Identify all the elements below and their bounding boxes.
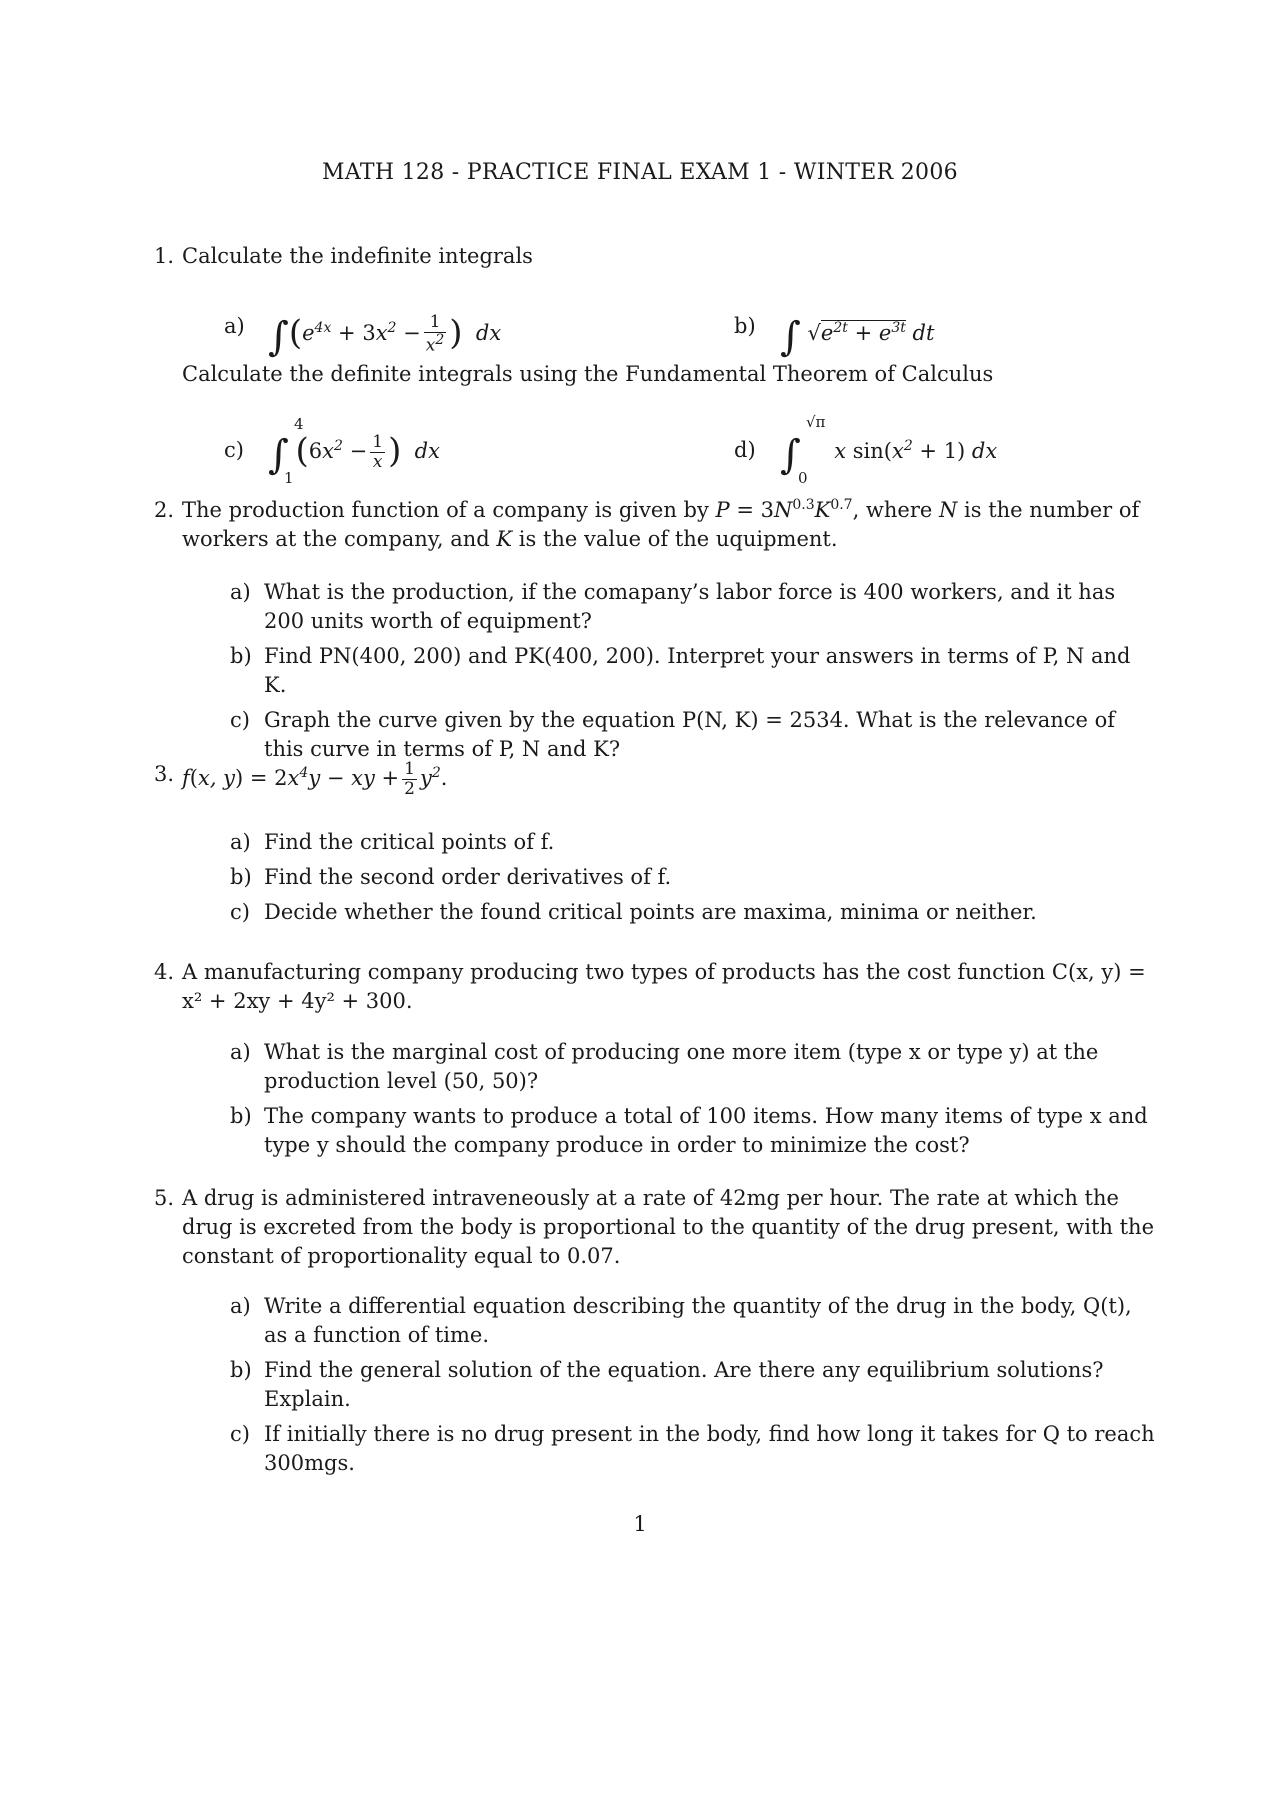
part-text: Find the general solution of the equation. Are there any equilibrium solutions? Explain. xyxy=(264,1357,1104,1411)
question-4-parts xyxy=(230,1038,1155,1160)
part-label: d) xyxy=(734,438,756,462)
part-text: Graph the curve given by the equation P(N, K) = 2534. What is the relevance of this curve in terms of P, N and K? xyxy=(264,707,1116,761)
part-label: b) xyxy=(734,314,756,338)
part-label: c) xyxy=(224,438,244,462)
part-label: a) xyxy=(230,1294,251,1318)
integral-c: ∫ 4 1 ($6x^2$ − $\frac{1}{x}$ ) dx xyxy=(268,415,440,487)
part-label: b) xyxy=(230,1357,252,1382)
part-label: a) xyxy=(230,580,251,604)
question-2-parts xyxy=(230,578,1155,764)
question-5 xyxy=(154,1184,1162,1271)
sub-question xyxy=(230,642,1155,700)
sub-question xyxy=(230,578,1155,636)
sub-question xyxy=(230,1292,1155,1350)
part-text: Find the critical points of f. xyxy=(264,830,555,854)
part-label: c) xyxy=(230,1421,250,1446)
sub-question xyxy=(230,1102,1155,1160)
question-3-parts xyxy=(230,828,1155,927)
part-label: a) xyxy=(230,830,251,854)
part-text: The company wants to produce a total of 100 items. How many items of type x and type y should the company produce in order to minimize the cost? xyxy=(264,1103,1148,1157)
page-number: 1 xyxy=(633,1512,647,1536)
part-text: Find PN(400, 200) and PK(400, 200). Interpret your answers in terms of P, N and K. xyxy=(264,643,1131,697)
question-4 xyxy=(154,958,1162,1016)
part-label: b) xyxy=(230,864,252,889)
part-label: c) xyxy=(230,899,250,924)
question-text: Calculate the definite integrals using the Fundamental Theorem of Calculus xyxy=(182,362,994,386)
sub-question xyxy=(230,898,1155,927)
page-title: MATH 128 - PRACTICE FINAL EXAM 1 - WINTER 2006 xyxy=(322,160,958,185)
sub-question xyxy=(230,706,1155,764)
instruction-definite xyxy=(182,360,1162,389)
question-5-parts xyxy=(230,1292,1155,1478)
question-text: A manufacturing company producing two types of products has the cost function C(x, y) = x² + 2xy + 4y² + 300. xyxy=(182,960,1146,1013)
sub-question xyxy=(230,1038,1155,1096)
sub-question xyxy=(230,828,1155,857)
question-number: 2. xyxy=(154,498,175,522)
part-label: c) xyxy=(230,707,250,732)
part-text: Find the second order derivatives of f. xyxy=(264,864,672,889)
part-text: What is the marginal cost of producing one more item (type x or type y) at the production level (50, 50)? xyxy=(264,1040,1099,1093)
question-text: The production function of a company is given by $P = 3N^{0.3}K^{0.7}$, where N is the number of workers at the company, and K is the value of the uquipment. xyxy=(182,497,1140,551)
integral-d: ∫ √π 0 x $\sin(x^2 + 1)$ dx xyxy=(780,413,998,487)
question-3 xyxy=(154,759,1162,799)
integral-b: ∫ $√e^{2t} + e^{3t}$ dt xyxy=(780,314,935,360)
sub-question xyxy=(230,863,1155,892)
part-label: a) xyxy=(230,1040,251,1064)
question-2 xyxy=(154,496,1162,554)
question-number: 4. xyxy=(154,960,175,984)
part-text: Decide whether the found critical points are maxima, minima or neither. xyxy=(264,899,1037,924)
sub-question xyxy=(230,1356,1155,1414)
question-number: 1. xyxy=(154,244,175,268)
question-number: 5. xyxy=(154,1186,175,1210)
sub-question xyxy=(230,1420,1155,1478)
question-number: 3. xyxy=(154,762,175,786)
part-text: If initially there is no drug present in the body, find how long it takes for Q to reach 300mgs. xyxy=(264,1421,1155,1475)
part-label: a) xyxy=(224,314,245,338)
integral-row-cd xyxy=(224,413,1024,487)
question-text: Calculate the indefinite integrals xyxy=(182,244,533,268)
integral-row-ab xyxy=(224,300,1024,360)
part-label: b) xyxy=(230,643,252,668)
part-text: Write a differential equation describing the quantity of the drug in the body, Q(t), as a function of time. xyxy=(264,1294,1132,1347)
part-text: What is the production, if the comapany’s labor force is 400 workers, and it has 200 units worth of equipment? xyxy=(264,580,1116,633)
question-text: A drug is administered intraveneously at a rate of 42mg per hour. The rate at which the drug is excreted from the body is proportional to the quantity of the drug present, with the constant of proportionality equal to 0.07. xyxy=(182,1186,1155,1268)
question-1 xyxy=(154,242,1162,271)
integral-a: $\int(e^{4x} + 3x^2$ − $\frac{1}{x^2}$ ) dx xyxy=(268,312,502,360)
function-definition: f(x, $y) = 2x^4y$ − xy + $\frac{1}{2}$ $y^2$. xyxy=(182,759,448,799)
part-label: b) xyxy=(230,1103,252,1128)
